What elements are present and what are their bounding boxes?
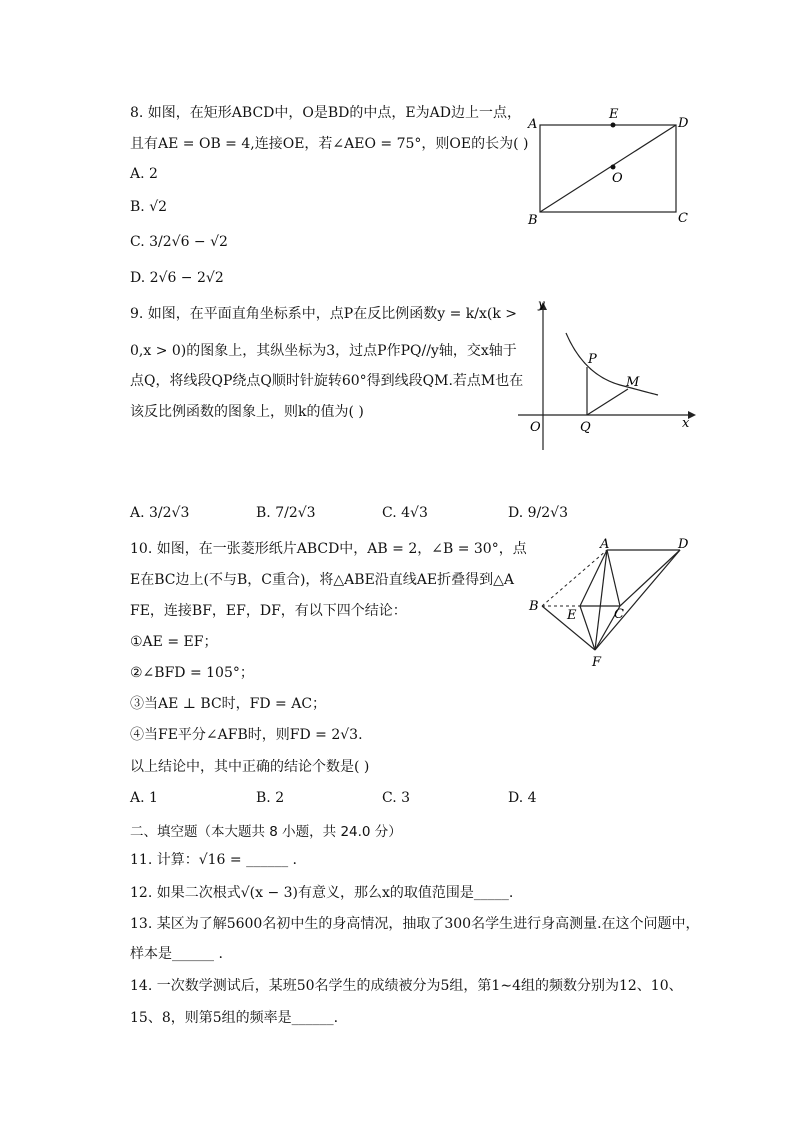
q10-line-4: ①AE = EF； — [130, 634, 218, 650]
q10-option-a: A. 1 — [130, 790, 158, 806]
q8-option-d: D. 2√6 − 2√2 — [130, 270, 224, 286]
q8-option-a: A. 2 — [130, 166, 158, 182]
q8-label-o: O — [612, 171, 623, 186]
q10-option-b: B. 2 — [256, 790, 285, 806]
q10-label-c: C — [614, 607, 624, 622]
q12-text: 12. 如果二次根式√(x − 3)有意义，那么x的取值范围是_____. — [130, 885, 514, 901]
q10-label-f: F — [592, 655, 602, 670]
q13-line-2: 样本是______ . — [130, 946, 223, 962]
q10-line-3: FE，连接BF，EF，DF，有以下四个结论： — [130, 603, 407, 619]
q9-option-c: C. 4√3 — [382, 505, 428, 521]
q10-option-c: C. 3 — [382, 790, 411, 806]
q9-label-m: M — [626, 375, 640, 390]
q10-line-6: ③当AE ⊥ BC时，FD = AC； — [130, 696, 327, 712]
q8-rectangle-figure — [520, 100, 700, 230]
q8-option-b: B. √2 — [130, 199, 168, 215]
q9-line-1: 9. 如图，在平面直角坐标系中，点P在反比例函数y = k/x(k > — [130, 306, 517, 322]
q13-line-1: 13. 某区为了解5600名初中生的身高情况，抽取了300名学生进行身高测量.在这个问题中， — [130, 916, 700, 932]
q8-label-e: E — [609, 107, 619, 122]
q8-label-a: A — [528, 117, 538, 132]
q8-label-d: D — [678, 116, 689, 131]
q9-line-4: 该反比例函数的图象上，则k的值为( ) — [130, 404, 364, 420]
q8-line-2: 且有AE = OB = 4,连接OE，若∠AEO = 75°，则OE的长为( ) — [130, 136, 529, 152]
q9-label-q: Q — [580, 420, 591, 435]
q10-label-d: D — [678, 538, 689, 552]
q9-option-b: B. 7/2√3 — [256, 505, 316, 521]
q10-label-a: A — [600, 538, 610, 552]
q9-label-o: O — [530, 420, 541, 435]
q9-option-a: A. 3/2√3 — [130, 505, 190, 521]
q9-option-d: D. 9/2√3 — [508, 505, 568, 521]
q14-line-1: 14. 一次数学测试后，某班50名学生的成绩被分为5组，第1∼4组的频数分别为12、10、 — [130, 978, 683, 994]
q8-label-c: C — [678, 211, 688, 226]
q9-coordinate-figure — [510, 295, 700, 455]
section-heading-fill-in: 二、填空题（本大题共 8 小题，共 24.0 分） — [130, 824, 402, 840]
q8-label-b: B — [528, 213, 538, 228]
q9-label-y: y — [538, 297, 545, 311]
q9-label-x: x — [682, 416, 690, 431]
q8-line-1: 8. 如图，在矩形ABCD中，O是BD的中点，E为AD边上一点， — [130, 105, 521, 121]
q11-text: 11. 计算：√16 = ______ . — [130, 852, 297, 868]
q10-label-e: E — [567, 608, 577, 623]
q10-line-1: 10. 如图，在一张菱形纸片ABCD中，AB = 2，∠B = 30°，点 — [130, 541, 527, 557]
q9-line-2: 0,x > 0)的图象上，其纵坐标为3，过点P作PQ//y轴，交x轴于 — [130, 343, 517, 359]
q10-rhombus-figure — [522, 538, 702, 673]
q10-line-8: 以上结论中，其中正确的结论个数是( ) — [130, 759, 370, 775]
q10-line-2: E在BC边上(不与B，C重合)，将△ABE沿直线AE折叠得到△A — [130, 572, 514, 588]
q10-line-5: ②∠BFD = 105°； — [130, 665, 254, 681]
q8-option-c: C. 3/2√6 − √2 — [130, 234, 228, 250]
q14-line-2: 15、8，则第5组的频率是______. — [130, 1010, 339, 1026]
q9-label-p: P — [588, 352, 597, 367]
q9-line-3: 点Q，将线段QP绕点Q顺时针旋转60°得到线段QM.若点M也在 — [130, 373, 524, 389]
q10-label-b: B — [529, 599, 539, 614]
q10-option-d: D. 4 — [508, 790, 537, 806]
q10-line-7: ④当FE平分∠AFB时，则FD = 2√3. — [130, 727, 363, 743]
